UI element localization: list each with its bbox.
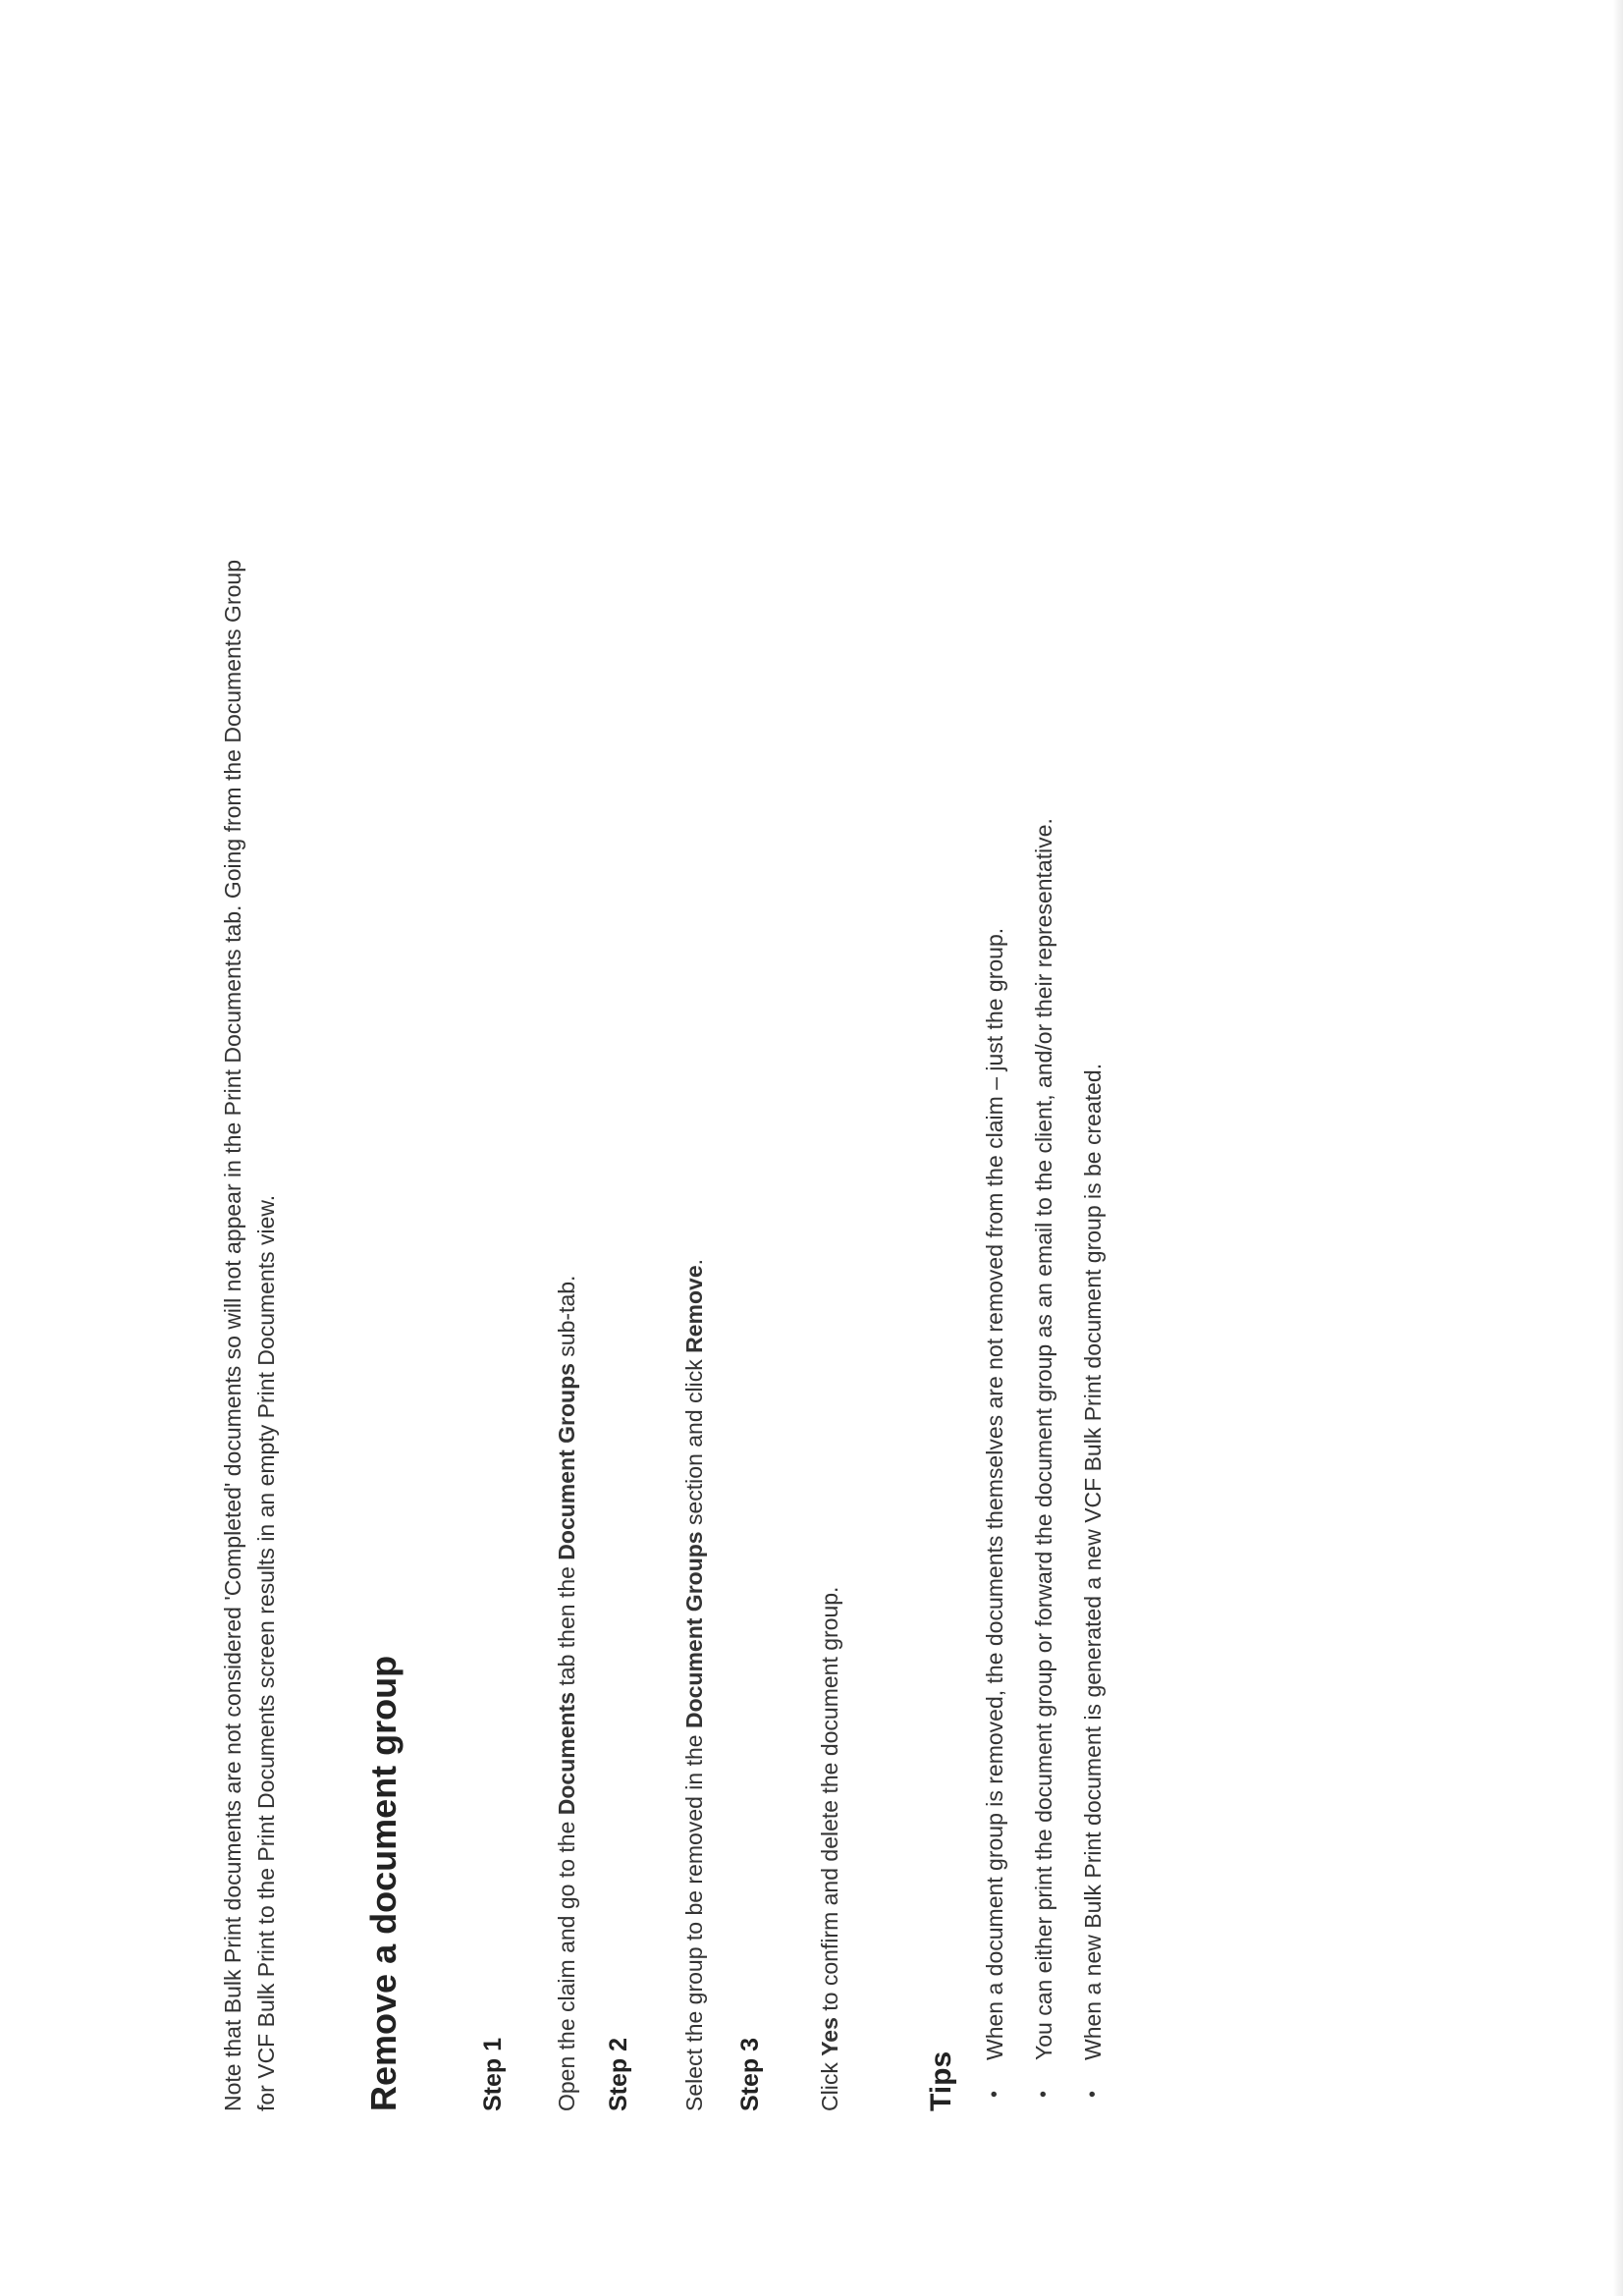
step-3-text: Click Yes to confirm and delete the document group. xyxy=(817,1586,842,2111)
step-2-label: Step 2 xyxy=(605,2037,632,2111)
intro-line-1: Note that Bulk Print documents are not considered 'Completed' documents so will not appear in the Print Documents tab. Going from the Documents Group xyxy=(220,560,245,2111)
tip-text-2: You can either print the document group or forward the document group as an email to the client, and/or their representative. xyxy=(1031,818,1056,2060)
bullet-icon: • xyxy=(1033,2090,1055,2098)
step-1-label: Step 1 xyxy=(479,2037,507,2111)
step-1-text: Open the claim and go to the Documents tab then the Document Groups sub-tab. xyxy=(554,1275,579,2111)
list-item xyxy=(1027,818,1076,2098)
scan-edge-shadow xyxy=(1613,0,1623,2296)
tip-text-3: When a new Bulk Print document is generated a new VCF Bulk Print document group is be created. xyxy=(1080,1063,1106,2060)
rotated-document-page xyxy=(216,246,1159,2111)
step-3-label: Step 3 xyxy=(736,2037,764,2111)
list-item xyxy=(978,818,1027,2098)
tip-text-1: When a document group is removed, the documents themselves are not removed from the claim – just the group. xyxy=(982,927,1007,2060)
intro-paragraph xyxy=(216,246,283,2111)
intro-line-2: for VCF Bulk Print to the Print Documents screen results in an empty Print Documents view. xyxy=(253,1194,279,2111)
tips-list xyxy=(978,818,1125,2098)
bullet-icon: • xyxy=(984,2090,1005,2098)
list-item xyxy=(1076,818,1125,2098)
section-heading: Remove a document group xyxy=(363,1655,404,2111)
bullet-icon: • xyxy=(1082,2090,1104,2098)
step-2-text: Select the group to be removed in the Document Groups section and click Remove. xyxy=(681,1259,707,2111)
tips-heading: Tips xyxy=(925,2050,957,2111)
